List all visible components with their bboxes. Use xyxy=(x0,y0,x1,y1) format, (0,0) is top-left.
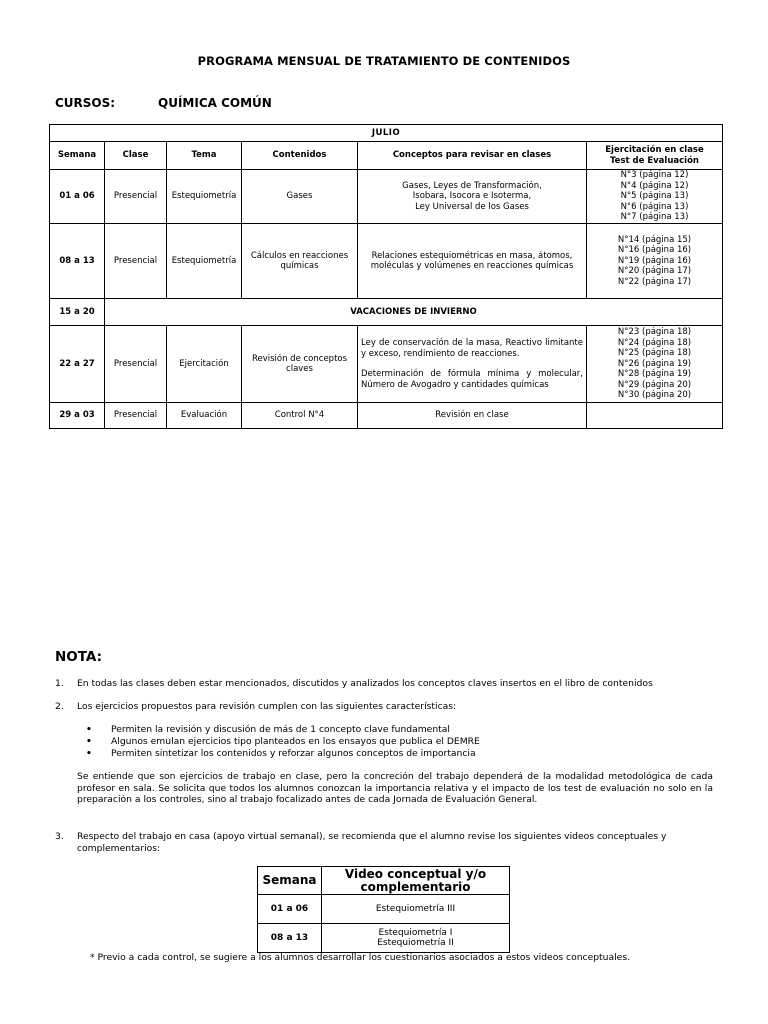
row-tema: Estequiometría xyxy=(167,170,242,224)
table-row xyxy=(50,403,723,429)
page-title: PROGRAMA MENSUAL DE TRATAMIENTO DE CONTENIDOS xyxy=(197,54,571,68)
ejercicio-item: N°16 (página 16) xyxy=(617,245,692,256)
table-header-row xyxy=(50,142,723,170)
video-row-semana: 08 a 13 xyxy=(258,924,322,953)
video-header-row xyxy=(258,867,510,895)
footnote: * Previo a cada control, se sugiere a los alumnos desarrollar los cuestionarios asociados a estos videos conceptuales. xyxy=(90,952,631,963)
ejercicio-item: N°14 (página 15) xyxy=(617,234,692,245)
month-header: JULIO xyxy=(50,125,723,142)
ejercicio-item: N°25 (página 18) xyxy=(617,348,692,359)
video-row-videos xyxy=(322,924,510,953)
table-row xyxy=(50,224,723,299)
schedule-table xyxy=(49,124,723,429)
table-row xyxy=(50,326,723,403)
ejercicio-item: N°22 (página 17) xyxy=(617,276,692,287)
ejercicio-item: N°4 (página 12) xyxy=(620,180,689,191)
row-semana: 29 a 03 xyxy=(50,403,105,429)
item-number: 2. xyxy=(55,701,64,712)
row-contenidos: Cálculos en reacciones químicas xyxy=(242,224,358,299)
nota-heading: NOTA: xyxy=(55,649,103,665)
row-ejercitacion-empty xyxy=(587,403,723,429)
video-col-semana: Semana xyxy=(258,867,322,895)
row-tema: Evaluación xyxy=(167,403,242,429)
ejercicio-item: N°23 (página 18) xyxy=(617,327,692,338)
ejercicio-item: N°6 (página 13) xyxy=(620,201,689,212)
concepto-paragraph: Determinación de fórmula mínima y molecular, Número de Avogadro y cantidades químicas xyxy=(361,369,583,390)
row-semana: 01 a 06 xyxy=(50,170,105,224)
row-contenidos: Gases xyxy=(242,170,358,224)
concepto-line: Relaciones estequiométricas en masa, átomos, xyxy=(371,250,573,261)
ejercicio-item: N°20 (página 17) xyxy=(617,266,692,277)
video-item: Estequiometría II xyxy=(377,938,454,948)
row-conceptos xyxy=(358,224,587,299)
ejercicio-item: N°29 (página 20) xyxy=(617,379,692,390)
col-header-conceptos: Conceptos para revisar en clases xyxy=(358,142,587,170)
bullet-glyph: • xyxy=(86,748,92,759)
cursos-value: QUÍMICA COMÚN xyxy=(158,96,272,110)
bullet-item xyxy=(86,736,480,748)
row-ejercitacion xyxy=(587,326,723,403)
nota-item-2: Los ejercicios propuestos para revisión cumplen con las siguientes características: xyxy=(77,701,457,712)
ejercicio-item: N°30 (página 20) xyxy=(617,390,692,401)
video-item: Estequiometría III xyxy=(375,904,456,914)
nota-item-3: Respecto del trabajo en casa (apoyo virtual semanal), se recomienda que el alumno revise los siguientes videos conceptuales y complementarios: xyxy=(77,831,667,854)
row-semana: 15 a 20 xyxy=(50,299,105,326)
bullet-text: Permiten la revisión y discusión de más de 1 concepto clave fundamental xyxy=(111,724,450,735)
ejercicio-item: N°28 (página 19) xyxy=(617,369,692,380)
row-ejercitacion xyxy=(587,224,723,299)
col-header-ejercitacion xyxy=(587,142,723,170)
bullet-text: Algunos emulan ejercicios tipo planteados en los ensayos que publica el DEMRE xyxy=(111,736,480,747)
row-clase: Presencial xyxy=(105,170,167,224)
vacaciones-label: VACACIONES DE INVIERNO xyxy=(105,299,723,326)
ejercicio-item: N°19 (página 16) xyxy=(617,255,692,266)
table-row xyxy=(258,895,510,924)
row-clase: Presencial xyxy=(105,403,167,429)
bullet-glyph: • xyxy=(86,724,92,735)
row-semana: 22 a 27 xyxy=(50,326,105,403)
cursos-label: CURSOS: xyxy=(55,96,116,110)
bullet-item xyxy=(86,724,450,736)
table-row xyxy=(258,924,510,953)
table-row xyxy=(50,170,723,224)
nota-item-1: En todas las clases deben estar mencionados, discutidos y analizados los conceptos claves insertos en el libro de contenidos xyxy=(77,678,653,689)
bullet-text: Permiten sintetizar los contenidos y reforzar algunos conceptos de importancia xyxy=(111,748,476,759)
video-row-videos xyxy=(322,895,510,924)
col-header-ejercitacion-line2: Test de Evaluación xyxy=(610,155,699,166)
row-conceptos xyxy=(358,170,587,224)
ejercicio-item: N°24 (página 18) xyxy=(617,337,692,348)
col-header-contenidos: Contenidos xyxy=(242,142,358,170)
ejercicio-item: N°5 (página 13) xyxy=(620,191,689,202)
concepto-line: Gases, Leyes de Transformación, xyxy=(402,180,542,191)
row-contenidos: Revisión de conceptos claves xyxy=(242,326,358,403)
row-tema: Estequiometría xyxy=(167,224,242,299)
row-contenidos: Control N°4 xyxy=(242,403,358,429)
table-row xyxy=(50,299,723,326)
video-row-semana: 01 a 06 xyxy=(258,895,322,924)
concepto-line: moléculas y volúmenes en reacciones químicas xyxy=(370,261,574,271)
item-number: 3. xyxy=(55,831,64,842)
video-table xyxy=(257,866,510,953)
row-conceptos: Revisión en clase xyxy=(358,403,587,429)
concepto-line: Isobara, Isocora e Isoterma, xyxy=(412,191,532,202)
row-semana: 08 a 13 xyxy=(50,224,105,299)
row-ejercitacion xyxy=(587,170,723,224)
row-conceptos xyxy=(358,326,587,403)
bullet-glyph: • xyxy=(86,736,92,747)
bullet-item xyxy=(86,748,476,760)
video-item: Estequiometría I xyxy=(378,928,453,938)
concepto-line: Ley Universal de los Gases xyxy=(415,201,529,212)
col-header-semana: Semana xyxy=(50,142,105,170)
video-col-video: Video conceptual y/o complementario xyxy=(322,867,510,895)
col-header-ejercitacion-line1: Ejercitación en clase xyxy=(605,145,704,155)
nota-paragraph: Se entiende que son ejercicios de trabajo en clase, pero la concreción del trabajo dependerá de la modalidad metodológica de cada profesor en sala. Se solicita que todos los alumnos conozcan la importancia relativa y el impacto de los test de evaluación no solo en la preparación a los controles, sino al trabajo focalizado antes de cada Jornada de Evaluación General. xyxy=(77,771,713,805)
col-header-tema: Tema xyxy=(167,142,242,170)
ejercicio-item: N°26 (página 19) xyxy=(617,358,692,369)
concepto-paragraph: Ley de conservación de la masa, Reactivo limitante y exceso, rendimiento de reacciones. xyxy=(361,338,583,359)
row-clase: Presencial xyxy=(105,224,167,299)
ejercicio-item: N°7 (página 13) xyxy=(620,212,689,223)
item-number: 1. xyxy=(55,678,64,689)
row-tema: Ejercitación xyxy=(167,326,242,403)
col-header-clase: Clase xyxy=(105,142,167,170)
row-clase: Presencial xyxy=(105,326,167,403)
ejercicio-item: N°3 (página 12) xyxy=(620,170,689,181)
